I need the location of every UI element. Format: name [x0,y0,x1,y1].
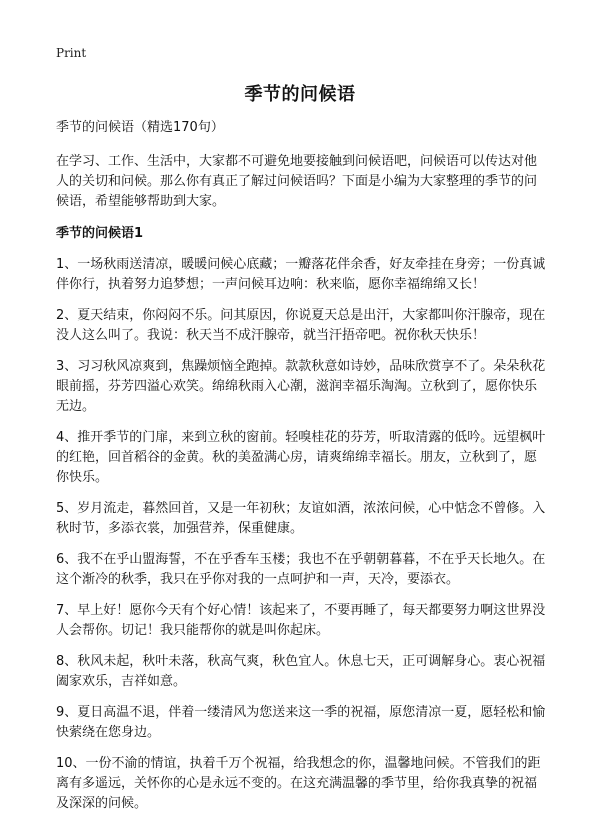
article-body [56,118,548,825]
article-subtitle: 季节的问候语（精选170句） [56,120,224,135]
print-link[interactable]: Print [56,46,87,60]
greeting-item: 1、一场秋雨送清凉，暖暖问候心底藏；一瓣落花伴余香，好友牵挂在身旁；一份真诚伴你行，执着努力追梦想；一声问候耳边响：秋来临，愿你幸福绵绵又长！ [56,257,546,292]
intro-paragraph: 在学习、工作、生活中，大家都不可避免地要接触到问候语吧，问候语可以传达对他人的关切和问候。那么你有真正了解过问候语吗？下面是小编为大家整理的季节的问候语，希望能够帮助到大家。 [56,154,538,209]
greeting-item: 4、推开季节的门扉，来到立秋的窗前。轻嗅桂花的芬芳，听取清露的低吟。远望枫叶的红艳，回首稻谷的金黄。秋的美盈满心房，请爽绵绵幸福长。朋友，立秋到了，愿你快乐。 [56,430,546,485]
greeting-item: 9、夏日高温不退，伴着一缕清风为您送来这一季的祝福，原您清凉一夏，愿轻松和愉快萦绕在您身边。 [56,705,546,740]
section-heading: 季节的问候语1 [56,226,144,241]
greeting-item: 5、岁月流走，暮然回首，又是一年初秋；友谊如酒，浓浓问候，心中惦念不曾修。入秋时节，多添衣裳，加强营养，保重健康。 [56,501,546,536]
greeting-item: 2、夏天结束，你闷闷不乐。问其原因，你说夏天总是出汗，大家都叫你汗腺帝，现在没人这么叫了。我说：秋天当不成汗腺帝，就当汗捂帝吧。祝你秋天快乐！ [56,308,546,343]
page-title: 季节的问候语 [244,84,356,105]
greeting-item: 8、秋风未起，秋叶未落，秋高气爽，秋色宜人。休息七天，正可调解身心。衷心祝福阖家欢乐，吉祥如意。 [56,654,546,689]
greeting-item: 10、一份不渝的情谊，执着千万个祝福，给我想念的你，温馨地问候。不管我们的距离有多遥远，关怀你的心是永远不变的。在这充满温馨的季节里，给你我真挚的祝福及深深的问候。 [56,756,541,811]
greeting-item: 6、我不在乎山盟海誓，不在乎香车玉楼；我也不在乎朝朝暮暮，不在乎天长地久。在这个渐冷的秋季，我只在乎你对我的一点呵护和一声，天冷，要添衣。 [56,552,546,587]
greeting-item: 3、习习秋风凉爽到，焦躁烦恼全跑掉。款款秋意如诗妙，品味欣赏享不了。朵朵秋花眼前摇，芬芳四溢心欢笑。绵绵秋雨入心潮，滋润幸福乐淘淘。立秋到了，愿你快乐无边。 [56,359,546,414]
greeting-item: 7、早上好！愿你今天有个好心情！该起来了，不要再睡了，每天都要努力啊这世界没人会帮你。切记！我只能帮你的就是叫你起床。 [56,603,546,638]
